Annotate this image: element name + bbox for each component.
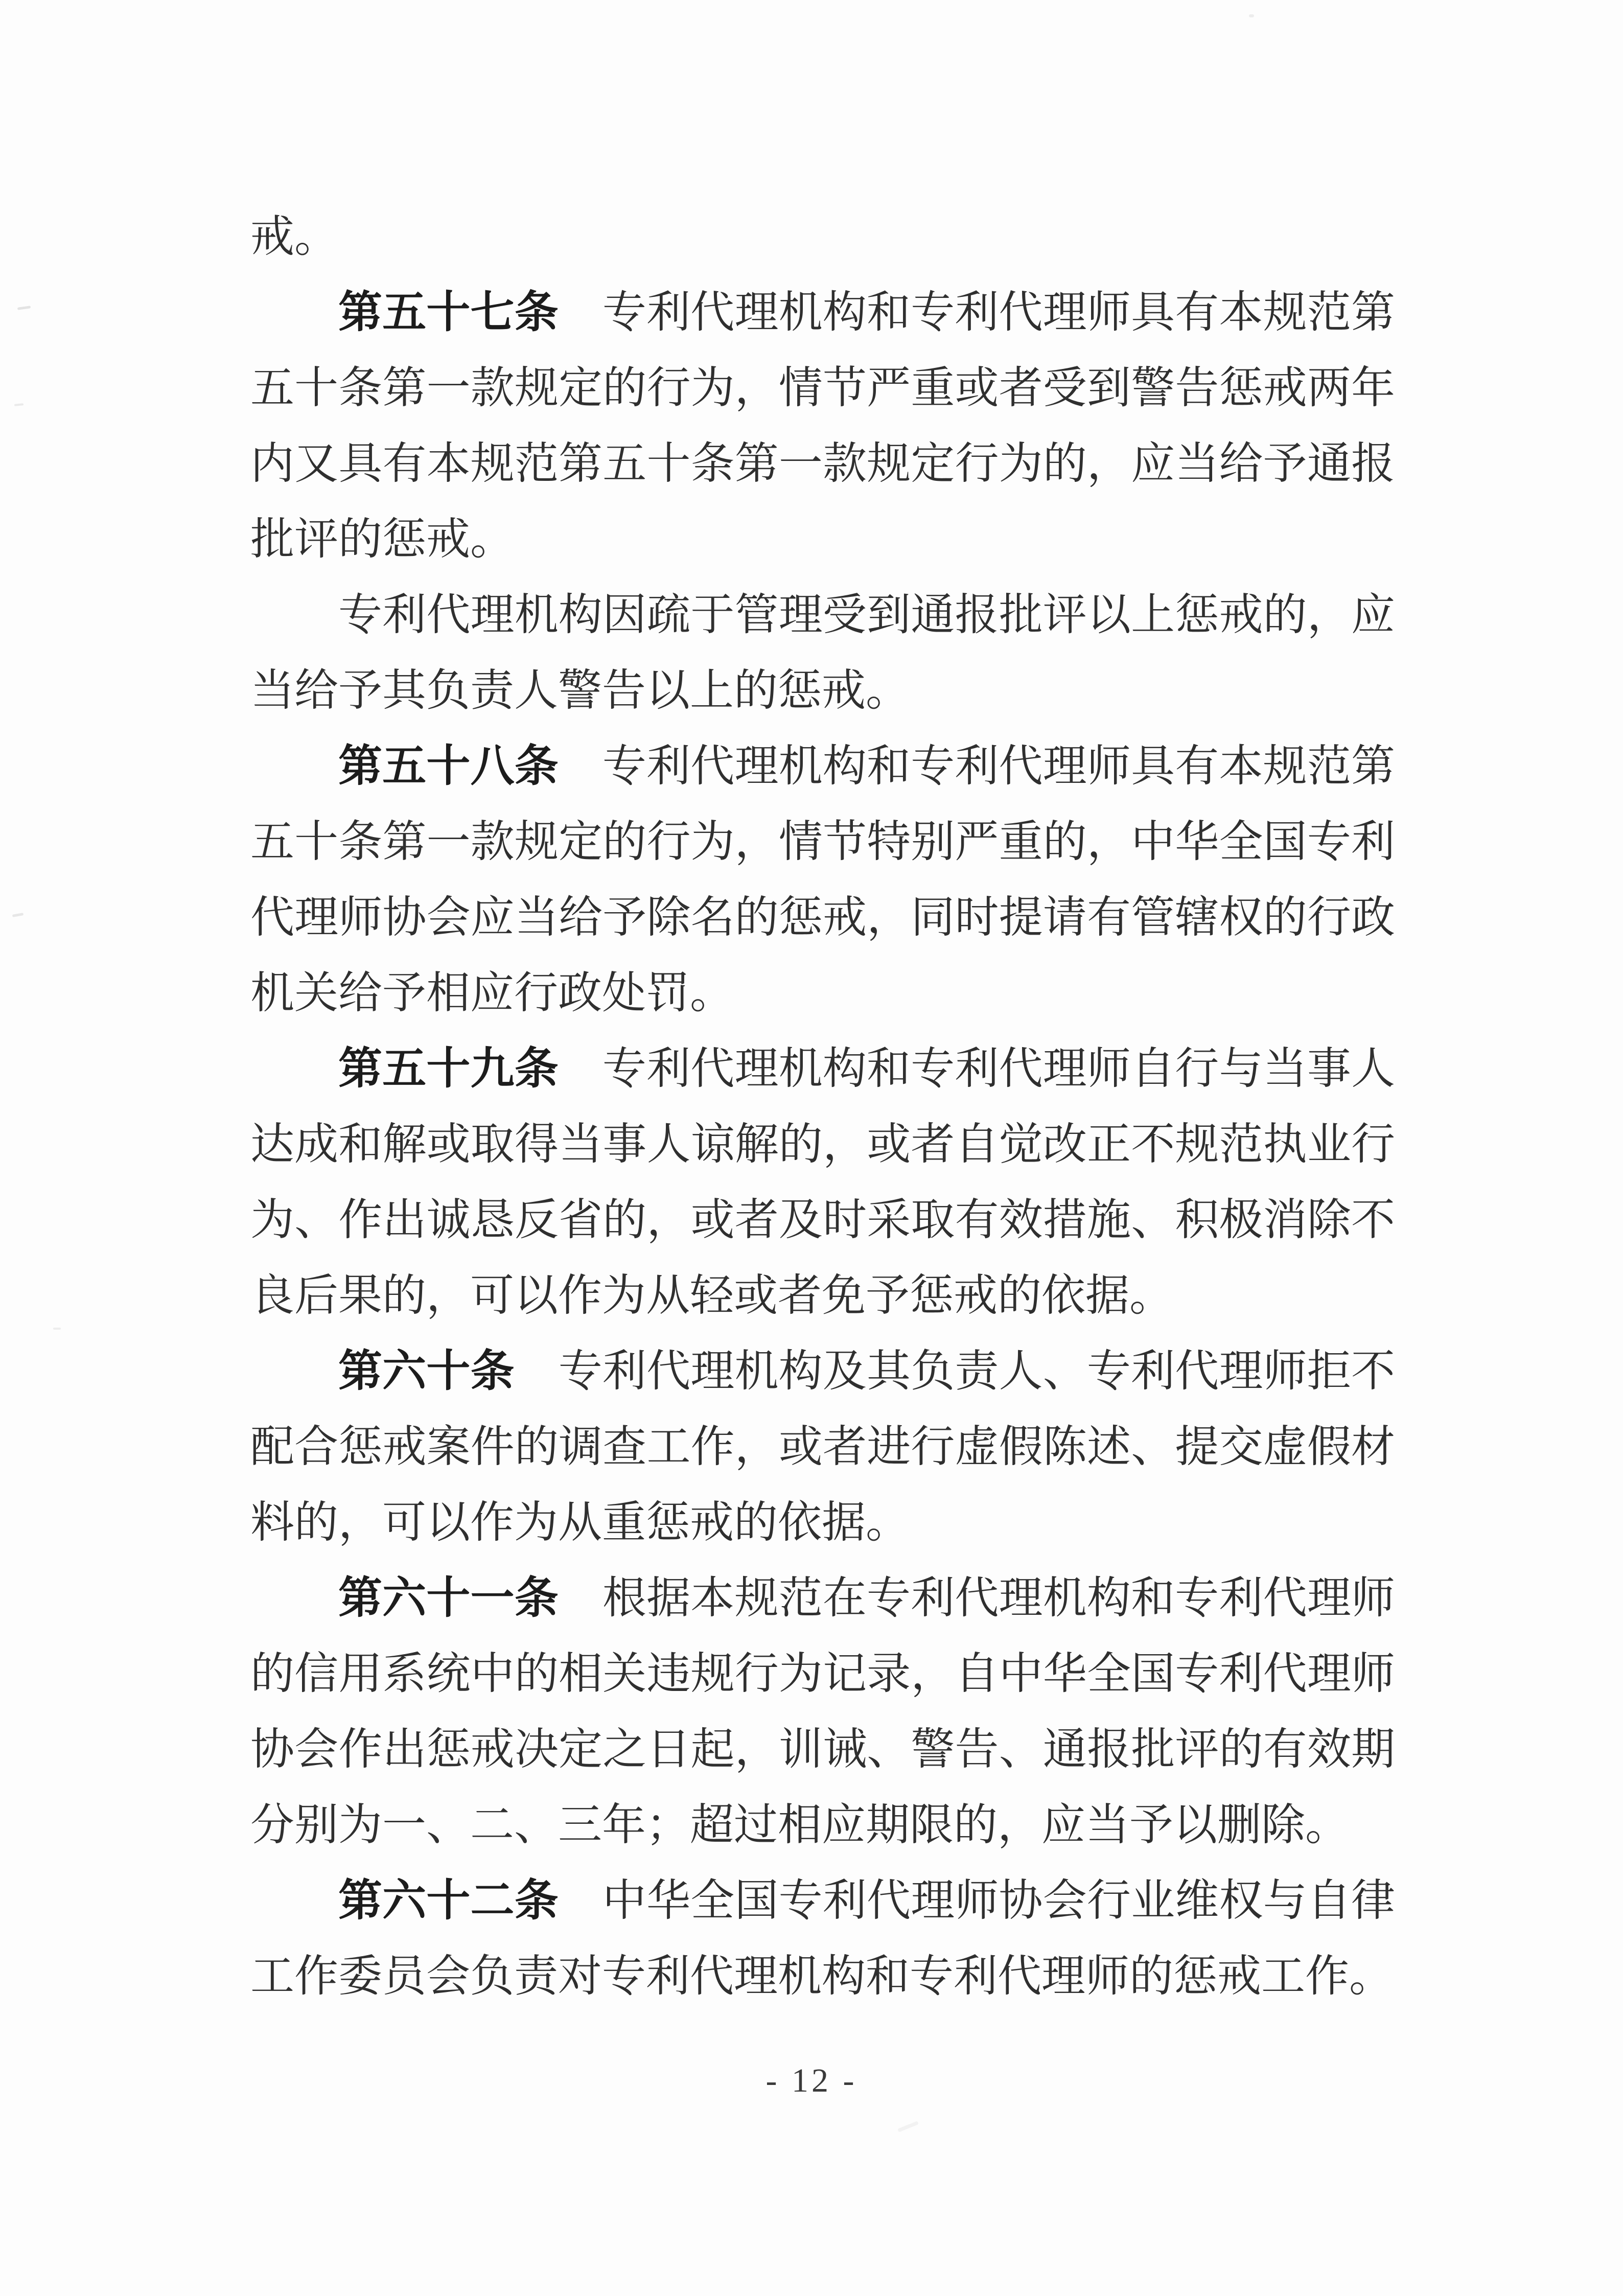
scan-artifact xyxy=(17,306,31,310)
scan-artifact xyxy=(897,2121,919,2132)
article-58-number: 第五十八条 xyxy=(338,741,559,791)
article-60-text: 专利代理机构及其负责人、专利代理师拒不配合惩戒案件的调查工作，或者进行虚假陈述、提交虚假材料的，可以作为从重惩戒的依据。 xyxy=(250,1347,1396,1547)
article-57-text: 专利代理机构和专利代理师具有本规范第五十条第一款规定的行为，情节严重或者受到警告惩戒两年内又具有本规范第五十条第一款规定行为的，应当给予通报批评的惩戒。 xyxy=(250,288,1396,564)
article-60-number: 第六十条 xyxy=(338,1347,515,1396)
scan-artifact xyxy=(12,913,24,917)
page-number: - 12 - xyxy=(766,2062,857,2099)
scan-artifact xyxy=(1249,14,1254,17)
article-62-number: 第六十二条 xyxy=(338,1876,559,1925)
article-59-paragraph xyxy=(250,1031,1395,1333)
document-text-block xyxy=(250,199,1395,2014)
article-60-paragraph xyxy=(250,1333,1395,1560)
article-58-text: 专利代理机构和专利代理师具有本规范第五十条第一款规定的行为，情节特别严重的，中华全国专利代理师协会应当给予除名的惩戒，同时提请有管辖权的行政机关给予相应行政处罚。 xyxy=(250,741,1396,1017)
article-57-number: 第五十七条 xyxy=(338,288,559,337)
scan-artifact xyxy=(14,403,24,406)
article-62-paragraph xyxy=(250,1863,1395,2014)
article-62-text: 中华全国专利代理师协会行业维权与自律工作委员会负责对专利代理机构和专利代理师的惩戒工作。 xyxy=(250,1876,1396,2001)
article-61-text: 根据本规范在专利代理机构和专利代理师的信用系统中的相关违规行为记录，自中华全国专利代理师协会作出惩戒决定之日起，训诫、警告、通报批评的有效期分别为一、二、三年；超过相应期限的，应当予以删除。 xyxy=(250,1573,1396,1849)
paragraph-continuation-from-previous-page: 戒。 xyxy=(250,212,338,261)
scan-artifact xyxy=(53,1328,61,1330)
article-57-paragraph-2 xyxy=(250,577,1395,728)
article-61-paragraph xyxy=(250,1560,1395,1863)
article-61-number: 第六十一条 xyxy=(338,1573,559,1622)
article-59-number: 第五十九条 xyxy=(338,1044,559,1093)
article-57-paragraph-1 xyxy=(250,274,1395,577)
article-57-clause-2-text: 专利代理机构因疏于管理受到通报批评以上惩戒的，应当给予其负责人警告以上的惩戒。 xyxy=(250,590,1395,715)
article-58-paragraph xyxy=(250,728,1395,1031)
article-59-text: 专利代理机构和专利代理师自行与当事人达成和解或取得当事人谅解的，或者自觉改正不规范执业行为、作出诚恳反省的，或者及时采取有效措施、积极消除不良后果的，可以作为从轻或者免予惩戒的依据。 xyxy=(250,1044,1396,1320)
